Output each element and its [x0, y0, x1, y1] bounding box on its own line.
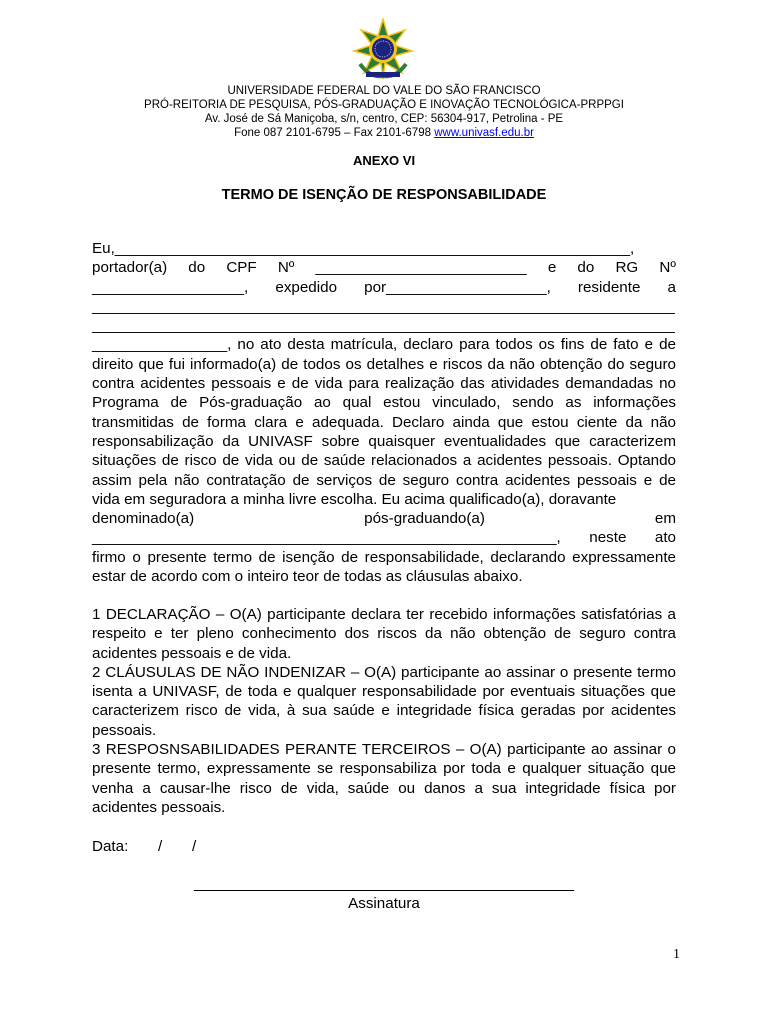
word: do: [188, 259, 206, 277]
word: portador(a): [92, 259, 168, 277]
word: a: [667, 278, 676, 296]
clauses-section: [92, 605, 676, 817]
date-label: Data:: [92, 838, 129, 855]
institution-header: [0, 84, 768, 140]
word: expedido: [275, 278, 338, 296]
clause-3: 3 RESPOSNSABILIDADES PERANTE TERCEIROS – O(A) participante ao assinar o presente termo, expressamente se responsabiliza por toda e qualquer situação que venha a causar-lhe risco de vida, saúde ou danos a sua integridade física por acidentes pessoais.: [92, 741, 676, 816]
issuer-blank[interactable]: por___________________,: [364, 278, 551, 296]
word: residente: [577, 278, 641, 296]
word: e: [547, 259, 557, 277]
cpf-blank[interactable]: _________________________: [315, 259, 527, 277]
issuer-line[interactable]: [92, 278, 676, 297]
document-title: TERMO DE ISENÇÃO DE RESPONSABILIDADE: [221, 187, 547, 203]
address-blank-line[interactable]: _____________________________________________________________________: [92, 297, 675, 315]
cpf-rg-line[interactable]: [92, 258, 676, 277]
signature-label: Assinatura: [348, 895, 420, 912]
word: neste: [589, 529, 627, 547]
annex-label: ANEXO VI: [352, 153, 416, 168]
agreement-paragraph: firmo o presente termo de isenção de responsabilidade, declarando expressamente estar de acordo com o inteiro teor de todas as cláusulas abaixo.: [92, 548, 676, 586]
word: denominado(a): [92, 510, 195, 528]
address-blank-line[interactable]: _____________________________________________________________________: [92, 317, 675, 335]
declaration-paragraph: ________________, no ato desta matrícula, declaro para todos os fins de fato e de direito que fui informado(a) de todos os detalhes e riscos da não obtenção do seguro contra acidentes pessoais e de vida para realização das atividades demandadas no Programa de Pós-graduação ao qual estou vinculado, sendo as informações transmitidas de forma clara e adequada. Declaro ainda que estou ciente da não responsabilização da UNIVASF sobre quaisquer eventualidades que caracterizem situações de risco de vida ou de saúde relacionados a acidentes pessoais. Optando assim pela não contratação de serviços de seguro contra acidentes pessoais e de vida em seguradora a minha livre escolha. Eu acima qualificado(a), doravante: [92, 336, 676, 508]
date-field[interactable]: [92, 838, 196, 855]
word: RG: [615, 259, 639, 277]
date-separator: /: [192, 838, 197, 855]
word: Nº: [277, 259, 295, 277]
rg-blank[interactable]: __________________,: [92, 278, 249, 296]
declaration-body: [92, 239, 676, 586]
header-university: UNIVERSIDADE FEDERAL DO VALE DO SÃO FRANCISCO: [227, 85, 541, 97]
word: em: [654, 510, 676, 528]
denomination-line: [92, 509, 676, 528]
page-number: 1: [673, 947, 680, 962]
word: Nº: [659, 259, 676, 277]
word: ato: [654, 529, 676, 547]
program-blank[interactable]: _______________________________________________________,: [92, 529, 561, 547]
header-office: PRÓ-REITORIA DE PESQUISA, PÓS-GRADUAÇÃO E INOVAÇÃO TECNOLÓGICA-PRPPGI: [144, 99, 624, 111]
coat-of-arms-emblem: [352, 18, 414, 80]
signature-line[interactable]: [194, 890, 574, 891]
word: CPF: [226, 259, 257, 277]
date-separator: /: [158, 838, 163, 855]
name-field-line[interactable]: Eu,_____________________________________________________________,: [92, 240, 635, 257]
header-address: Av. José de Sá Maniçoba, s/n, centro, CEP: 56304-917, Petrolina - PE: [204, 113, 564, 125]
header-phone: Fone 087 2101-6795 – Fax 2101-6798: [234, 127, 435, 139]
program-blank-line[interactable]: [92, 528, 676, 547]
clause-2: 2 CLÁUSULAS DE NÃO INDENIZAR – O(A) participante ao assinar o presente termo isenta a UNIVASF, de toda e qualquer responsabilidade por eventuais situações que caracterizem risco de vida, à sua saúde e integridade física geradas por acidentes pessoais.: [92, 663, 676, 739]
header-contact: [0, 126, 768, 140]
word: pós-graduando(a): [364, 510, 485, 528]
clause-1: 1 DECLARAÇÃO – O(A) participante declara ter recebido informações satisfatórias a respeito e ter pleno conhecimento dos riscos da não obtenção de seguro contra acidentes pessoais e de vida.: [92, 606, 676, 662]
word: do: [577, 259, 595, 277]
website-link[interactable]: www.univasf.edu.br: [434, 127, 534, 139]
